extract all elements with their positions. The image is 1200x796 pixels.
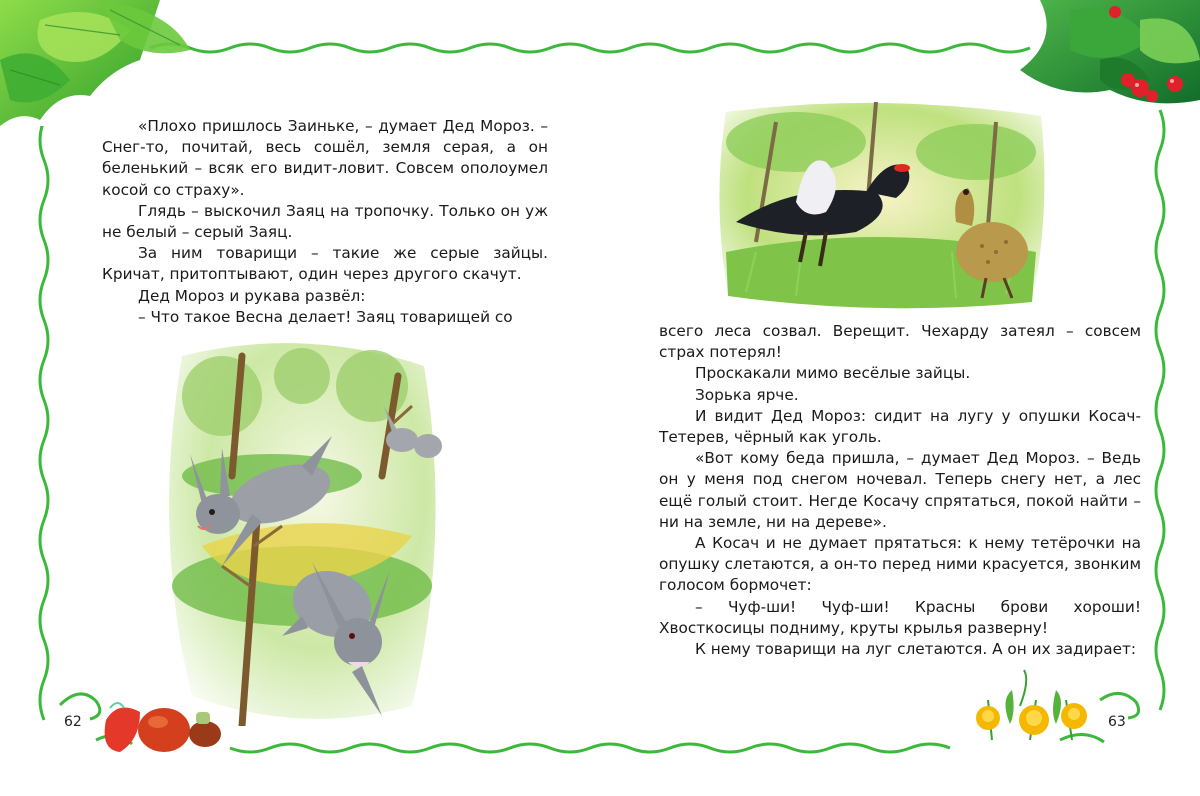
vine-bottom [230,744,950,752]
dandelions [976,670,1087,740]
paragraph: А Косач и не думает прятаться: к нему тетёрочки на опушку слетаются, а он-то перед ними красуется, звонким голосом бормочет: [659,534,1141,595]
paragraph: Глядь – выскочил Заяц на тропочку. Только он уж не белый – серый Заяц. [102,201,548,242]
paragraph: К нему товарищи на луг слетаются. А он их задирает: [695,640,1137,659]
leaves-top-left [0,0,190,126]
vine-right [1156,110,1164,710]
paragraph: За ним товарищи – такие же серые зайцы. Кричат, притоптывают, один через другого скачут. [102,244,548,284]
black-grouse-illustration [716,102,1046,312]
leaves-top-right [1020,0,1200,103]
hares-illustration [162,336,444,726]
page-number-left: 62 [64,714,82,730]
paragraph: всего леса созвал. Верещит. Чехарду затеял – совсем страх потерял! [659,322,1141,362]
paragraph: «Вот кому беда пришла, – думает Дед Мороз. – Ведь он у меня под снегом ночевал. Теперь снегу нет, а лес ещё голый стоит. Негде Косачу спрятаться, покой найти – ни на земле, ни на дереве». [659,449,1141,531]
paragraph: – Чуф-ши! Чуф-ши! Красны брови хороши! Хвосткосицы подниму, круты крылья разверну! [659,597,1141,637]
paragraph: «Плохо пришлось Заиньке, – думает Дед Мороз. – Снег-то, почитай, весь сошёл, земля серая, а он беленький – всяк его видит-ловит. Совсем ополоумел косой со страху». [102,117,548,199]
left-page-text [102,116,548,328]
page-number-right: 63 [1108,714,1126,730]
paragraph: И видит Дед Мороз: сидит на лугу у опушки Косач-Тетерев, чёрный как уголь. [659,406,1141,447]
paragraph: Зорька ярче. [695,385,799,404]
paragraph: Дед Мороз и рукава развёл: [138,286,366,305]
vine-left [40,120,48,720]
vine-top [150,44,1030,52]
paragraph: – Что такое Весна делает! Заяц товарищей со [138,307,513,326]
right-page-text [659,321,1141,660]
paragraph: Проскакали мимо весёлые зайцы. [695,364,971,383]
